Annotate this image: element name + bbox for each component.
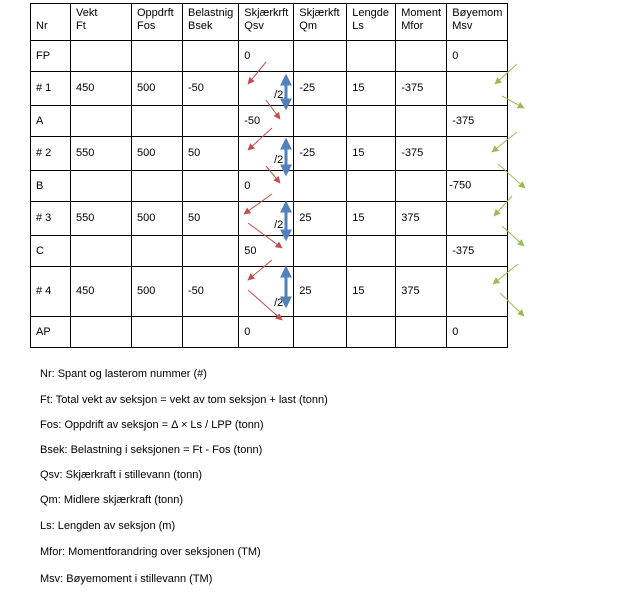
section-label: # 4 [31,267,71,317]
node-qsv: 0 [239,317,294,348]
legend-item: Ft: Total vekt av seksjon = vekt av tom seksjon + last (tonn) [40,394,328,406]
node-msv: -375 [447,106,508,137]
node-label: AP [31,317,71,348]
section-qsv [239,267,294,317]
header-belastning: Belastnig Bsek [183,4,239,41]
node-msv: -750 [449,179,472,192]
legend-item: Ls: Lengden av seksjon (m) [40,520,176,532]
node-qsv: -50 [239,106,294,137]
table-row [31,317,508,348]
divide-by-two: /2 [274,218,284,231]
section-qm: 25 [294,267,347,317]
legend-item: Mfor: Momentforandring over seksjonen (TM) [40,546,261,558]
section-qm: -25 [294,72,347,106]
section-bsek: -50 [183,267,239,317]
table-row [31,236,508,267]
section-fos: 500 [132,137,183,171]
node-qsv: 50 [239,236,294,267]
section-qm: 25 [294,202,347,236]
divide-by-two: /2 [274,297,284,309]
section-bsek: 50 [183,202,239,236]
section-qm: -25 [294,137,347,171]
header-boyemoment: Bøyemom Msv [447,4,508,41]
section-qsv [239,202,294,236]
section-mfor: 375 [396,202,447,236]
section-ls: 15 [347,267,396,317]
node-msv: 0 [447,41,508,72]
header-lengde: Lengde Ls [347,4,396,41]
section-fos: 500 [132,267,183,317]
section-mfor: -375 [396,72,447,106]
section-bsek: -50 [183,72,239,106]
section-fos: 500 [132,72,183,106]
table-row [31,137,508,171]
header-row [31,4,508,41]
node-msv-cell [447,171,508,202]
section-ls: 15 [347,202,396,236]
section-ft: 550 [71,137,132,171]
calculation-table [30,3,508,348]
node-label: C [31,236,71,267]
section-qsv [239,137,294,171]
section-ft: 450 [71,267,132,317]
section-label: # 1 [31,72,71,106]
legend-item: Msv: Bøyemoment i stillevann (TM) [40,573,213,585]
header-moment: Moment Mfor [396,4,447,41]
header-skjaerkraft: Skjærkrft Qsv [239,4,294,41]
section-bsek: 50 [183,137,239,171]
divide-by-two: /2 [274,153,284,166]
legend-item: Qm: Midlere skjærkraft (tonn) [40,494,184,506]
node-qsv: 0 [239,41,294,72]
legend-item: Qsv: Skjærkraft i stillevann (tonn) [40,469,202,481]
section-fos: 500 [132,202,183,236]
section-mfor: -375 [396,137,447,171]
section-mfor: 375 [396,267,447,317]
header-nr: Nr [31,4,71,41]
node-label: B [31,171,71,202]
legend-item: Nr: Spant og lasterom nummer (#) [40,368,207,380]
node-label: A [31,106,71,137]
section-ft: 450 [71,72,132,106]
table-row [31,202,508,236]
table-row [31,171,508,202]
legend-item: Fos: Oppdrift av seksjon = Δ × Ls / LPP (tonn) [40,419,264,431]
node-msv: -375 [447,236,508,267]
section-label: # 3 [31,202,71,236]
section-qsv [239,72,294,106]
section-ls: 15 [347,72,396,106]
header-skjaerkraft-midlere: Skjærkft Qm [294,4,347,41]
table-row [31,41,508,72]
divide-by-two: /2 [274,88,284,101]
section-ls: 15 [347,137,396,171]
header-oppdrift: Oppdrft Fos [132,4,183,41]
legend-item: Bsek: Belastning i seksjonen = Ft - Fos (tonn) [40,444,263,456]
node-label: FP [31,41,71,72]
section-label: # 2 [31,137,71,171]
table-row [31,106,508,137]
section-ft: 550 [71,202,132,236]
node-qsv: 0 [239,171,294,202]
node-msv: 0 [447,317,508,348]
header-vekt: Vekt Ft [71,4,132,41]
table-row [31,267,508,317]
table-row [31,72,508,106]
